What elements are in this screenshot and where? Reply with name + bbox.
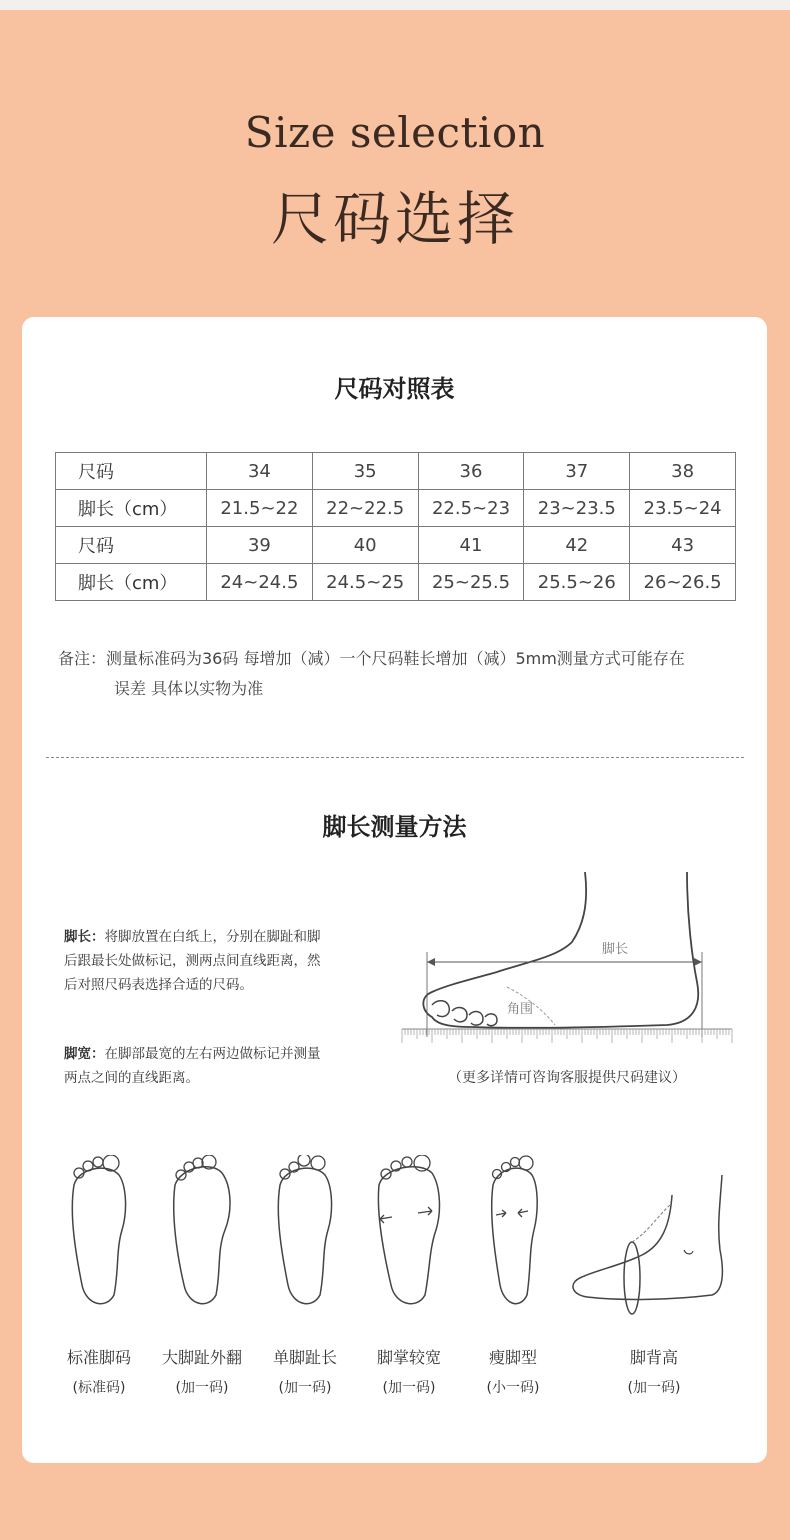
content-card xyxy=(22,317,767,1463)
foot-length-text: 将脚放置在白纸上，分别在脚趾和脚后跟最长处做标记，测两点间直线距离，然后对照尺码表选择合适的尺码。 xyxy=(64,929,321,993)
length-cell: 24~24.5 xyxy=(207,564,313,601)
foot-type-name: 标准脚码 xyxy=(66,1348,131,1367)
table-row xyxy=(56,490,736,527)
size-note xyxy=(58,644,748,704)
foot-type-advice: (加一码) xyxy=(382,1380,436,1396)
size-cell: 34 xyxy=(207,453,313,490)
page-title-en: Size selection xyxy=(244,108,546,157)
arrow-head-left xyxy=(427,958,435,966)
row-label: 尺码 xyxy=(56,527,207,564)
foot-type-name: 单脚趾长 xyxy=(272,1348,337,1367)
consult-caption: （更多详情可咨询客服提供尺码建议） xyxy=(448,1070,686,1086)
note-line-2: 误差 具体以实物为准 xyxy=(114,679,264,698)
length-cell: 22~22.5 xyxy=(312,490,418,527)
size-cell: 43 xyxy=(630,527,736,564)
size-cell: 41 xyxy=(418,527,524,564)
foot-length-label: 脚长： xyxy=(64,929,105,945)
foot-width-label: 脚宽： xyxy=(64,1046,105,1062)
note-line-1: 备注：测量标准码为36码 每增加（减）一个尺码鞋长增加（减）5mm测量方式可能存在 xyxy=(58,649,685,668)
row-label: 尺码 xyxy=(56,453,207,490)
length-cell: 25~25.5 xyxy=(418,564,524,601)
foot-type-name: 脚掌较宽 xyxy=(376,1348,441,1367)
length-cell: 21.5~22 xyxy=(207,490,313,527)
size-cell: 40 xyxy=(312,527,418,564)
dashed-divider xyxy=(46,757,744,758)
foot-type-name: 瘦脚型 xyxy=(488,1348,537,1367)
foot-bunion-illustration xyxy=(167,1155,237,1315)
toe-shape xyxy=(485,1014,497,1026)
foot-type-advice: (小一码) xyxy=(486,1380,540,1396)
foot-measure-diagram xyxy=(377,867,737,1057)
foot-type-name: 大脚趾外翻 xyxy=(161,1348,242,1367)
method-title: 脚长测量方法 xyxy=(322,813,467,841)
row-label: 脚长（cm） xyxy=(56,490,207,527)
length-cell: 26~26.5 xyxy=(630,564,736,601)
length-cell: 23~23.5 xyxy=(524,490,630,527)
diagram-angle-label: 角围 xyxy=(507,1002,534,1017)
length-cell: 24.5~25 xyxy=(312,564,418,601)
diagram-length-label: 脚长 xyxy=(602,942,629,957)
table-row xyxy=(56,527,736,564)
foot-type-advice: (加一码) xyxy=(627,1380,681,1396)
arrow-head-right xyxy=(694,958,702,966)
foot-width-text: 在脚部最宽的左右两边做标记并测量两点之间的直线距离。 xyxy=(64,1046,321,1086)
toe-shape xyxy=(469,1012,483,1026)
length-cell: 22.5~23 xyxy=(418,490,524,527)
foot-length-description xyxy=(64,925,324,997)
foot-width-description xyxy=(64,1042,324,1090)
foot-type-advice: (标准码) xyxy=(72,1380,126,1396)
foot-type-name: 脚背高 xyxy=(629,1348,678,1367)
size-cell: 36 xyxy=(418,453,524,490)
row-label: 脚长（cm） xyxy=(56,564,207,601)
foot-narrow-illustration xyxy=(480,1155,550,1315)
foot-standard-illustration xyxy=(64,1155,134,1315)
foot-type-advice: (加一码) xyxy=(278,1380,332,1396)
table-row xyxy=(56,453,736,490)
foot-type-advice: (加一码) xyxy=(175,1380,229,1396)
size-cell: 42 xyxy=(524,527,630,564)
length-cell: 23.5~24 xyxy=(630,490,736,527)
size-cell: 37 xyxy=(524,453,630,490)
top-strip xyxy=(0,0,790,10)
foot-wide-illustration xyxy=(374,1155,444,1315)
toe-shape xyxy=(452,1008,467,1022)
table-row xyxy=(56,564,736,601)
size-cell: 35 xyxy=(312,453,418,490)
foot-outline xyxy=(423,872,698,1028)
size-chart-title: 尺码对照表 xyxy=(334,375,455,403)
foot-high-instep-illustration xyxy=(562,1155,732,1315)
foot-long-toe-illustration xyxy=(270,1155,340,1315)
ruler-ticks xyxy=(402,1029,732,1043)
toe-shape xyxy=(432,1001,449,1017)
length-cell: 25.5~26 xyxy=(524,564,630,601)
size-cell: 38 xyxy=(630,453,736,490)
size-cell: 39 xyxy=(207,527,313,564)
size-chart-table xyxy=(55,452,736,601)
page-title-cn: 尺码选择 xyxy=(270,185,519,253)
